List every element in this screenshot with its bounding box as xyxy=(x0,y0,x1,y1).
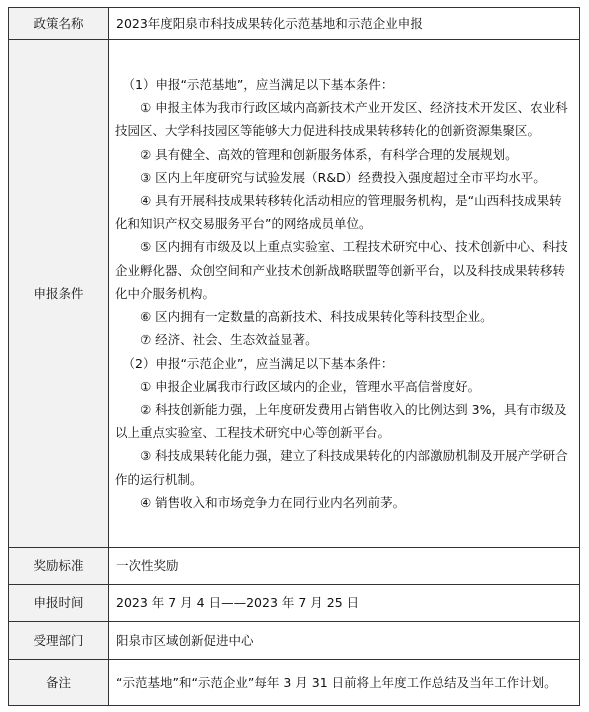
row-department xyxy=(9,622,580,660)
base-item-2: ② 具有健全、高效的管理和创新服务体系，有科学合理的发展规划。 xyxy=(140,146,518,162)
row-period xyxy=(9,585,580,622)
value-department: 阳泉市区域创新促进中心 xyxy=(109,622,580,660)
label-policy-name: 政策名称 xyxy=(9,8,109,40)
enterprise-heading: （2）申报“示范企业”，应当满足以下基本条件： xyxy=(122,355,394,371)
row-conditions xyxy=(9,40,580,548)
enterprise-item-3: ③ 科技成果转化能力强，建立了科技成果转化的内部激励机制及开展产学研合作的运行机制。 xyxy=(115,448,568,487)
base-item-3: ③ 区内上年度研究与试验发展（R&D）经费投入强度超过全市平均水平。 xyxy=(140,169,546,185)
policy-table xyxy=(8,7,580,706)
enterprise-item-1: ① 申报企业属我市行政区域内的企业，管理水平高信誉度好。 xyxy=(140,378,481,394)
label-period: 申报时间 xyxy=(9,585,109,622)
base-item-5: ⑤ 区内拥有市级及以上重点实验室、工程技术研究中心、技术创新中心、科技企业孵化器、众创空间和产业技术创新战略联盟等创新平台，以及科技成果转移转化中介服务机构。 xyxy=(115,239,568,301)
value-period: 2023 年 7 月 4 日——2023 年 7 月 25 日 xyxy=(109,585,580,622)
value-policy-name: 2023年度阳泉市科技成果转化示范基地和示范企业申报 xyxy=(109,8,580,40)
row-reward xyxy=(9,548,580,585)
base-heading: （1）申报“示范基地”，应当满足以下基本条件： xyxy=(122,77,394,93)
base-item-1: ① 申报主体为我市行政区域内高新技术产业开发区、经济技术开发区、农业科技园区、大学科技园区等能够大力促进科技成果转移转化的创新资源集聚区。 xyxy=(115,100,568,139)
base-item-6: ⑥ 区内拥有一定数量的高新技术、科技成果转化等科技型企业。 xyxy=(140,309,493,325)
row-remarks xyxy=(9,660,580,706)
enterprise-item-4: ④ 销售收入和市场竞争力在同行业内名列前茅。 xyxy=(140,494,406,510)
enterprise-item-2: ② 科技创新能力强，上年度研发费用占销售收入的比例达到 3%，具有市级及以上重点实验室、工程技术研究中心等创新平台。 xyxy=(115,401,567,441)
label-remarks: 备注 xyxy=(9,660,109,706)
label-department: 受理部门 xyxy=(9,622,109,660)
value-conditions xyxy=(109,40,580,548)
base-item-4: ④ 具有开展科技成果转移转化活动相应的管理服务机构，是“山西科技成果转化和知识产权交易服务平台”的网络成员单位。 xyxy=(115,193,562,232)
base-item-7: ⑦ 经济、社会、生态效益显著。 xyxy=(140,332,318,348)
value-reward: 一次性奖励 xyxy=(109,548,580,585)
label-reward: 奖励标准 xyxy=(9,548,109,585)
label-conditions: 申报条件 xyxy=(9,40,109,548)
row-policy-name xyxy=(9,8,580,40)
value-remarks: “示范基地”和“示范企业”每年 3 月 31 日前将上年度工作总结及当年工作计划。 xyxy=(109,660,580,706)
